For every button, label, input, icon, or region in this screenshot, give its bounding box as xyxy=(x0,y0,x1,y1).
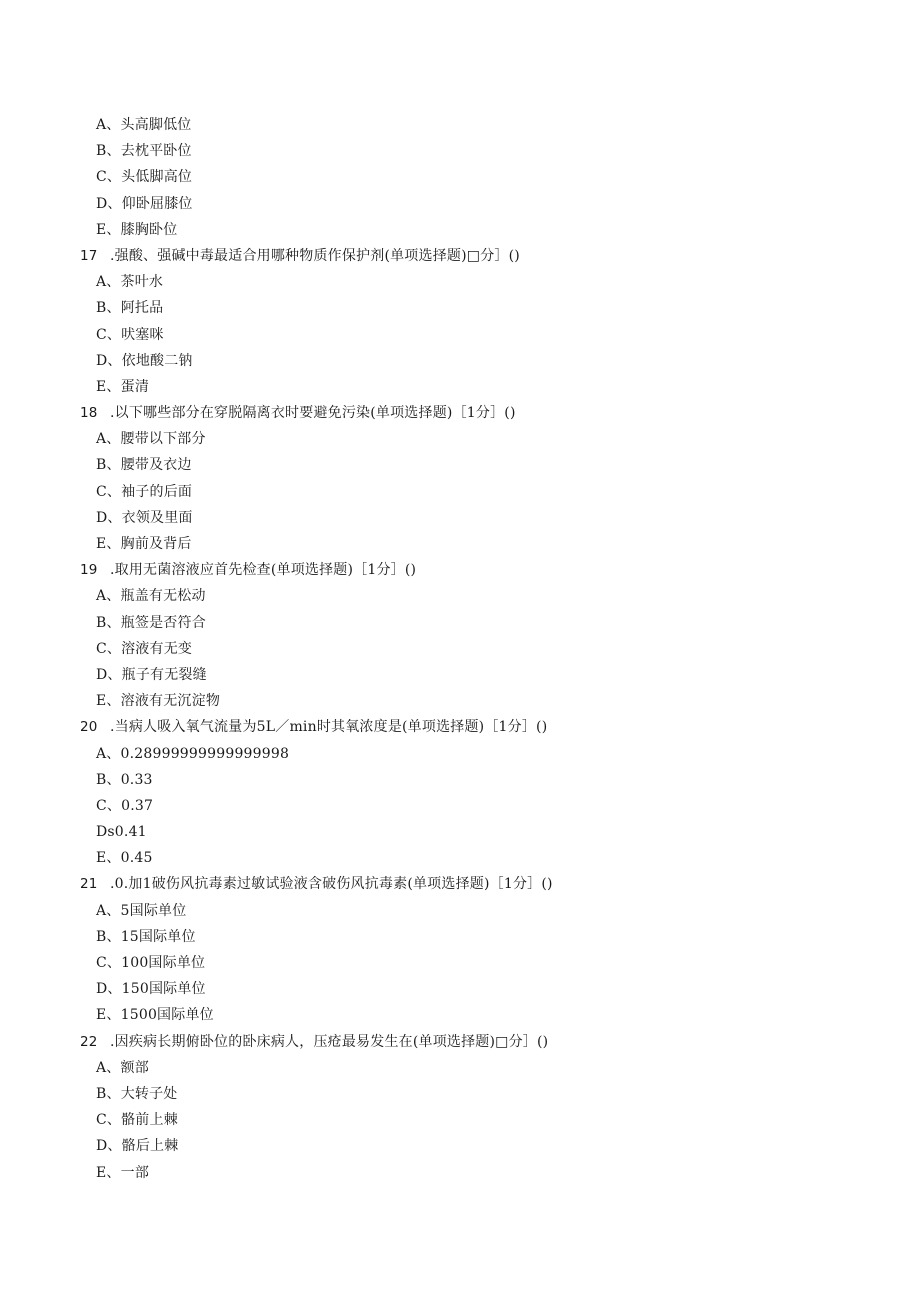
answer-option: C、吠塞咪 xyxy=(96,326,164,343)
answer-option: E、一部 xyxy=(96,1164,150,1181)
answer-option: B、腰带及衣边 xyxy=(96,457,192,474)
answer-option: B、去枕平卧位 xyxy=(96,143,192,160)
answer-option: D、瓶子有无裂缝 xyxy=(96,666,207,683)
answer-option: B、瓶签是否符合 xyxy=(96,614,206,631)
question-text: .强酸、强碱中毒最适合用哪种物质作保护剂(单项选择题)□分］() xyxy=(110,247,520,264)
question-text: .当病人吸入氧气流量为5L／min时其氧浓度是(单项选择题)［1分］() xyxy=(110,719,548,736)
answer-option: B、阿托品 xyxy=(96,300,164,317)
answer-option: D、仰卧屈膝位 xyxy=(96,195,193,212)
question-stem xyxy=(0,400,920,426)
answer-option: D、150国际单位 xyxy=(96,981,206,998)
question-stem xyxy=(0,243,920,269)
answer-option: A、5国际单位 xyxy=(96,902,187,919)
answer-option: E、胸前及背后 xyxy=(96,536,192,552)
answer-option: D、依地酸二钠 xyxy=(96,352,193,369)
answer-option: A、头高脚低位 xyxy=(96,117,192,133)
answer-option: C、袖子的后面 xyxy=(96,483,193,500)
answer-option: A、腰带以下部分 xyxy=(96,431,206,448)
answer-option: C、0.37 xyxy=(96,797,154,814)
answer-option: E、1500国际单位 xyxy=(96,1007,214,1024)
answer-option: C、100国际单位 xyxy=(96,955,206,971)
answer-option: E、溶液有无沉淀物 xyxy=(96,693,221,710)
question-number: 17 xyxy=(80,247,98,264)
question-number: 18 xyxy=(80,405,98,422)
answer-option: C、骼前上棘 xyxy=(96,1112,178,1129)
answer-option: A、额部 xyxy=(96,1059,149,1076)
answer-option: E、膝胸卧位 xyxy=(96,221,178,238)
answer-option: B、大转子处 xyxy=(96,1085,178,1102)
answer-option: A、茶叶水 xyxy=(96,274,164,291)
answer-option: B、15国际单位 xyxy=(96,928,196,945)
answer-option: C、头低脚高位 xyxy=(96,169,193,186)
answer-option: E、0.45 xyxy=(96,850,153,867)
answer-option: D、骼后上棘 xyxy=(96,1138,179,1155)
answer-option: D、衣领及里面 xyxy=(96,509,193,526)
question-text: .0.加1破伤风抗毒素过敏试验液含破伤风抗毒素(单项选择题)［1分］() xyxy=(110,876,553,893)
answer-option: Ds0.41 xyxy=(96,824,147,841)
question-stem xyxy=(0,871,920,897)
answer-option: C、溶液有无变 xyxy=(96,640,193,657)
question-stem xyxy=(0,1029,920,1055)
question-number: 19 xyxy=(80,562,98,579)
question-stem xyxy=(0,714,920,740)
question-number: 20 xyxy=(80,719,98,736)
question-number: 21 xyxy=(80,876,98,893)
question-stem xyxy=(0,557,920,583)
question-list xyxy=(0,112,920,1186)
question-text: .取用无菌溶液应首先检查(单项选择题)［1分］() xyxy=(110,562,417,579)
question-text: .因疾病长期俯卧位的卧床病人，压疮最易发生在(单项选择题)□分］() xyxy=(110,1033,549,1050)
answer-option: E、蛋清 xyxy=(96,378,150,395)
question-text: .以下哪些部分在穿脱隔离衣时要避免污染(单项选择题)［1分］() xyxy=(110,405,516,422)
answer-option: B、0.33 xyxy=(96,771,153,788)
answer-option: A、瓶盖有无松动 xyxy=(96,588,206,605)
answer-option: A、0.28999999999999998 xyxy=(96,745,290,762)
question-number: 22 xyxy=(80,1033,98,1050)
